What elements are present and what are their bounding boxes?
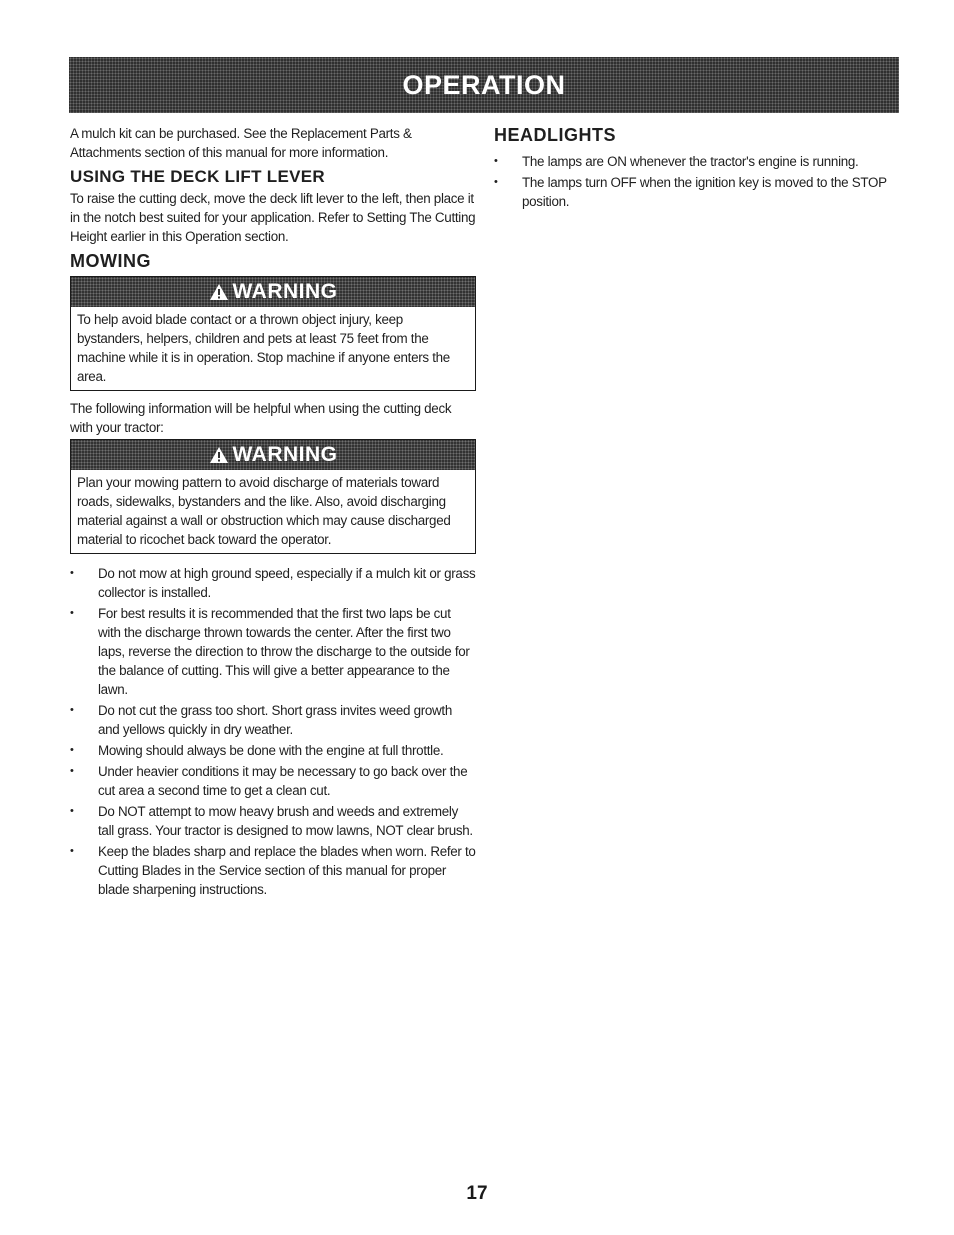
warning-box-bystanders xyxy=(70,276,476,391)
warning-title: WARNING xyxy=(232,280,338,303)
warning-header xyxy=(71,277,475,307)
page-number: 17 xyxy=(466,1183,488,1204)
list-item: • Do not cut the grass too short. Short grass invites weed growth and yellows quickly in dry weather. xyxy=(70,701,476,739)
warning-triangle-icon xyxy=(209,283,229,301)
right-column xyxy=(494,124,899,213)
list-item: • Keep the blades sharp and replace the blades when worn. Refer to Cutting Blades in the Service section of this manual for proper blade sharpening instructions. xyxy=(70,842,476,899)
deck-lift-paragraph: To raise the cutting deck, move the deck lift lever to the left, then place it in the notch best suited for your application. Refer to Setting The Cutting Height earlier in this Operation section. xyxy=(70,191,476,244)
warning-title: WARNING xyxy=(232,443,338,466)
section-title: OPERATION xyxy=(402,69,566,100)
list-item: • The lamps are ON whenever the tractor's engine is running. xyxy=(494,152,899,171)
warning-header xyxy=(71,440,475,470)
warning-text: Plan your mowing pattern to avoid discharge of materials toward roads, sidewalks, bystanders and the like. Also, avoid discharging material against a wall or obstruction which may cause discharged material to ricochet back toward the operator. xyxy=(77,475,451,547)
cutting-deck-info-paragraph: The following information will be helpful when using the cutting deck with your tractor: xyxy=(70,401,452,435)
list-item: • Do NOT attempt to mow heavy brush and weeds and extremely tall grass. Your tractor is designed to mow lawns, NOT clear brush. xyxy=(70,802,476,840)
list-item: • For best results it is recommended that the first two laps be cut with the discharge thrown towards the center. After the first two laps, reverse the direction to throw the discharge to the outside for the balance of cutting. This will give a better appearance to the lawn. xyxy=(70,604,476,699)
mowing-tips-list xyxy=(70,564,476,899)
list-item: • Do not mow at high ground speed, especially if a mulch kit or grass collector is installed. xyxy=(70,564,476,602)
mowing-heading: MOWING xyxy=(70,251,151,271)
headlights-heading: HEADLIGHTS xyxy=(494,125,616,145)
mulch-kit-paragraph: A mulch kit can be purchased. See the Replacement Parts & Attachments section of this manual for more information. xyxy=(70,126,412,160)
list-item: • Mowing should always be done with the engine at full throttle. xyxy=(70,741,476,760)
deck-lift-heading: USING THE DECK LIFT LEVER xyxy=(70,167,325,186)
left-column xyxy=(70,124,476,901)
list-item: • Under heavier conditions it may be necessary to go back over the cut area a second time to get a clean cut. xyxy=(70,762,476,800)
headlights-list xyxy=(494,152,899,211)
warning-text: To help avoid blade contact or a thrown object injury, keep bystanders, helpers, children and pets at least 75 feet from the machine while it is in operation. Stop machine if anyone enters the area. xyxy=(77,312,450,384)
list-item: • The lamps turn OFF when the ignition key is moved to the STOP position. xyxy=(494,173,899,211)
warning-triangle-icon xyxy=(209,446,229,464)
warning-box-discharge xyxy=(70,439,476,554)
section-banner xyxy=(69,57,899,113)
